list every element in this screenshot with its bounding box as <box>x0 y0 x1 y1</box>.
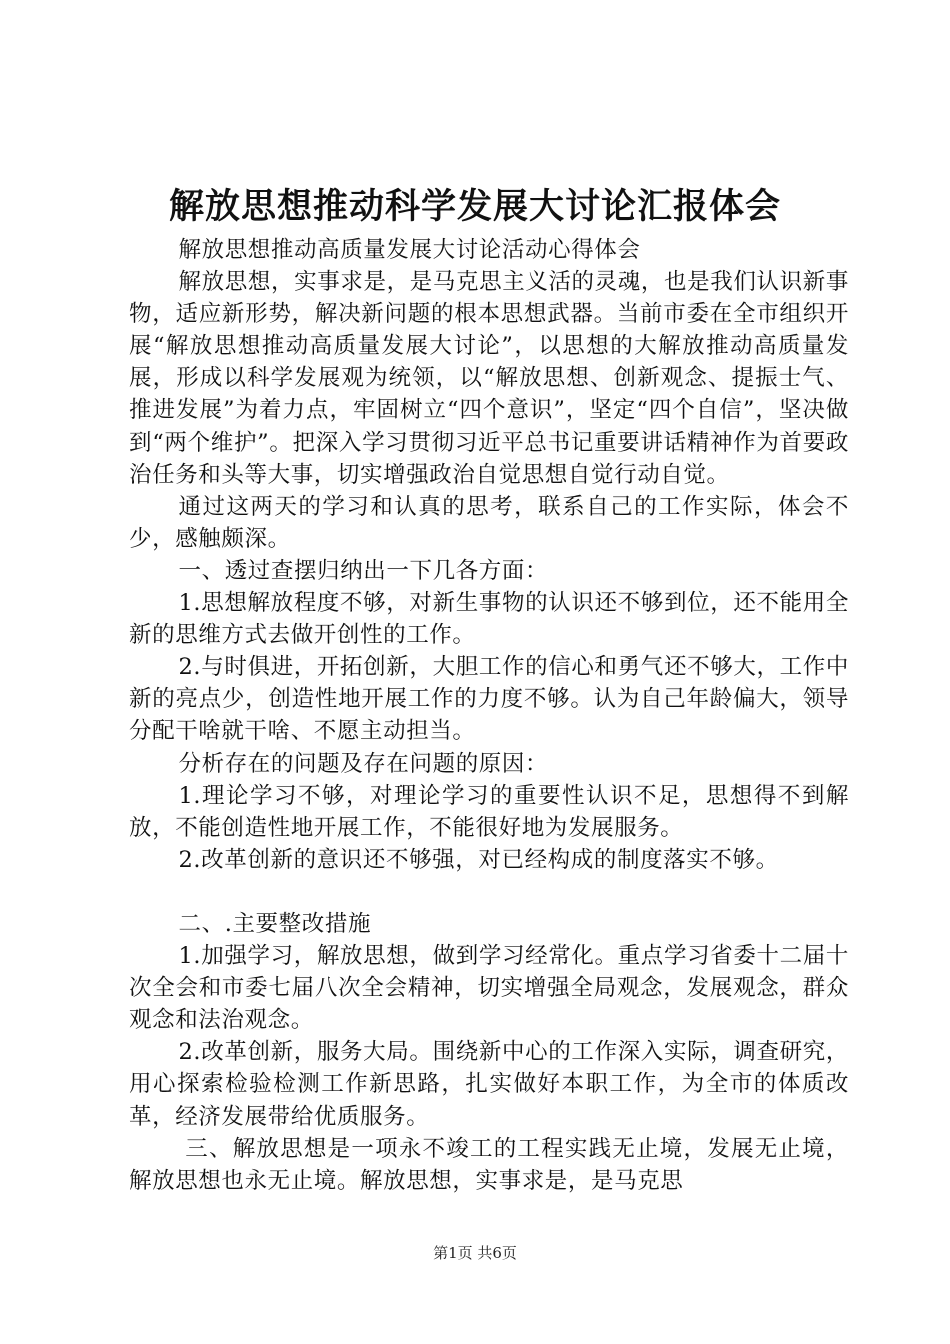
section-heading: 一、透过查摆归纳出一下几各方面： <box>178 557 549 584</box>
section-heading: 三、解放思想是一项永不竣工的工程实践无止境，发展无止境，解放思想也永无止境。解放思想，实事求是，是马克思 <box>129 1135 849 1194</box>
list-item: 1.思想解放程度不够，对新生事物的认识还不够到位，还不能用全新的思维方式去做开创性的工作。 <box>129 590 849 649</box>
subtitle-paragraph: 解放思想推动高质量发展大讨论活动心得体会 <box>178 237 641 263</box>
body-paragraph: 解放思想，实事求是，是马克思主义活的灵魂，也是我们认识新事物，适应新形势，解决新问题的根本思想武器。当前市委在全市组织开展“解放思想推动高质量发展大讨论”，以思想的大解放推动高质量发展，形成以科学发展观为统领，以“解放思想、创新观念、提振士气、推进发展”为着力点，牢固树立“四个意识”，坚定“四个自信”，坚决做到“两个维护”。把深入学习贯彻习近平总书记重要讲话精神作为首要政治任务和头等大事，切实增强政治自觉思想自觉行动自觉。 <box>129 269 849 488</box>
blank-line <box>129 876 849 908</box>
page-number-footer: 第1页 共6页 <box>433 1244 517 1262</box>
section-heading: 二、.主要整改措施 <box>178 910 372 937</box>
section-heading: 分析存在的问题及存在问题的原因： <box>178 750 549 777</box>
list-item: 1.加强学习，解放思想，做到学习经常化。重点学习省委十二届十次全会和市委七届八次全会精神，切实增强全局观念，发展观念，群众观念和法治观念。 <box>129 943 849 1034</box>
document-body <box>129 234 849 1197</box>
document-title: 解放思想推动科学发展大讨论汇报体会 <box>168 186 781 227</box>
list-item: 2.与时俱进，开拓创新，大胆工作的信心和勇气还不够大，工作中新的亮点少，创造性地开展工作的力度不够。认为自己年龄偏大，领导分配干啥就干啥、不愿主动担当。 <box>129 654 849 745</box>
list-item: 2.改革创新，服务大局。围绕新中心的工作深入实际，调查研究，用心探索检验检测工作新思路，扎实做好本职工作，为全市的体质改革，经济发展带给优质服务。 <box>129 1039 849 1130</box>
list-item: 1.理论学习不够，对理论学习的重要性认识不足，思想得不到解放，不能创造性地开展工作，不能很好地为发展服务。 <box>129 782 849 841</box>
body-paragraph: 通过这两天的学习和认真的思考，联系自己的工作实际，体会不少，感触颇深。 <box>129 493 849 552</box>
list-item: 2.改革创新的意识还不够强，对已经构成的制度落实不够。 <box>178 846 779 873</box>
